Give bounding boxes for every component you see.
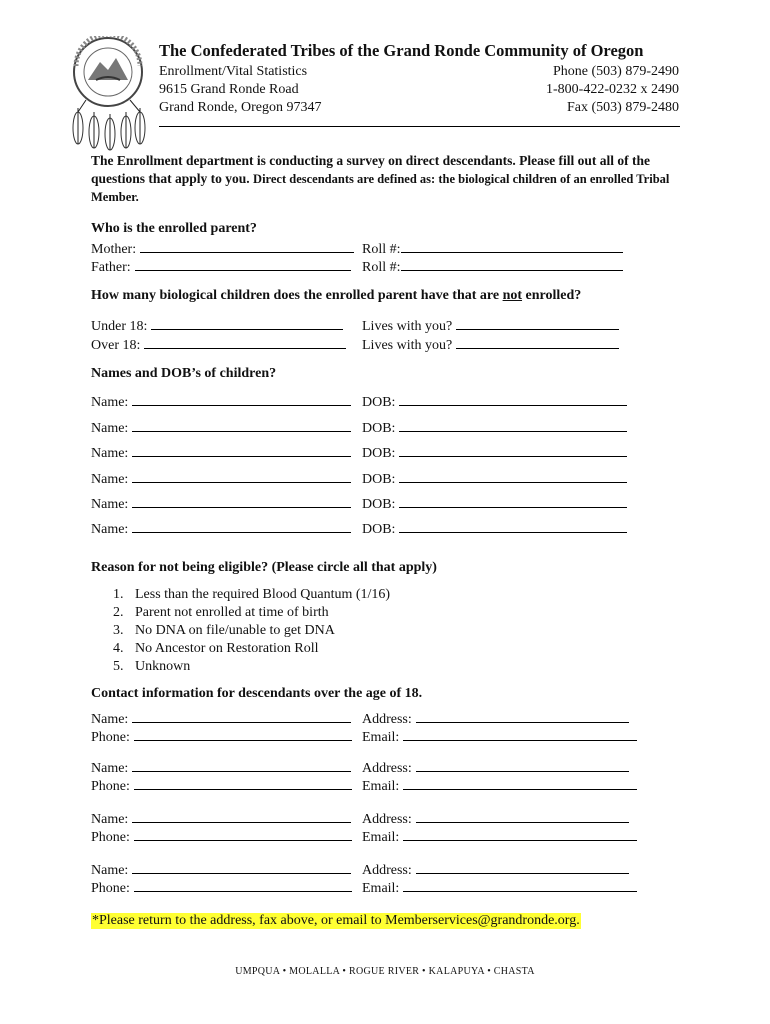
reasons-question: Reason for not being eligible? (Please circle all that apply): [91, 560, 437, 575]
intro-paragraph: [91, 152, 691, 206]
mother-field[interactable]: [140, 240, 354, 253]
reason-number: 5.: [113, 659, 124, 674]
phone-label: Phone:: [91, 779, 130, 794]
contact-email-field[interactable]: [403, 828, 637, 841]
over-18-field[interactable]: [144, 336, 346, 349]
names-dob-question: Names and DOB’s of children?: [91, 366, 277, 381]
address-label: Address:: [362, 812, 412, 827]
reason-number: 3.: [113, 623, 124, 638]
phone-line: Phone (503) 879-2490: [553, 64, 679, 79]
intro-definition-text: Direct descendants are defined as: the biological children of an enrolled Tribal Member.: [91, 172, 670, 204]
contact-address-field[interactable]: [416, 759, 629, 772]
parent-question: Who is the enrolled parent?: [91, 221, 257, 236]
email-label: Email:: [362, 881, 400, 896]
contact-phone-row: [91, 728, 352, 746]
intro-main-text: The Enrollment department is conducting a survey on direct descendants. Please fill out all of the questions that apply to you.: [91, 153, 650, 186]
address-line: Grand Ronde, Oregon 97347: [159, 100, 322, 115]
child-dob-row: [362, 520, 627, 538]
contact-name-field[interactable]: [132, 861, 351, 874]
name-label: Name:: [91, 472, 129, 487]
address-label: Address:: [362, 712, 412, 727]
child-name-field[interactable]: [132, 495, 351, 508]
child-name-row: [91, 419, 351, 437]
child-dob-field[interactable]: [399, 470, 627, 483]
contact-phone-field[interactable]: [134, 777, 352, 790]
address-block: [159, 63, 322, 117]
contact-question: Contact information for descendants over the age of 18.: [91, 686, 423, 701]
under-18-label: Under 18:: [91, 319, 148, 334]
contact-name-field[interactable]: [132, 810, 351, 823]
contact-address-row: [362, 759, 629, 777]
reason-item[interactable]: [113, 622, 390, 640]
child-dob-row: [362, 470, 627, 488]
contact-phone-row: [91, 879, 352, 897]
contact-email-row: [362, 728, 637, 746]
name-label: Name:: [91, 446, 129, 461]
father-roll-field[interactable]: [401, 258, 623, 271]
contact-email-field[interactable]: [403, 777, 637, 790]
father-field[interactable]: [135, 258, 351, 271]
name-label: Name:: [91, 863, 129, 878]
child-name-field[interactable]: [132, 419, 351, 432]
lives-with-label: Lives with you?: [362, 319, 453, 334]
over-18-lives-row: [362, 336, 619, 354]
over-18-row: [91, 336, 346, 354]
phone-block: [546, 63, 679, 117]
over-18-label: Over 18:: [91, 338, 141, 353]
child-dob-row: [362, 495, 627, 513]
contact-phone-field[interactable]: [134, 828, 352, 841]
dob-label: DOB:: [362, 395, 396, 410]
name-label: Name:: [91, 421, 129, 436]
email-label: Email:: [362, 779, 400, 794]
phone-label: Phone:: [91, 830, 130, 845]
reason-text: Parent not enrolled at time of birth: [135, 605, 329, 620]
contact-name-field[interactable]: [132, 710, 351, 723]
return-instructions: *Please return to the address, fax above, or email to Memberservices@grandronde.org.: [92, 913, 580, 928]
father-row: [91, 258, 351, 276]
contact-address-field[interactable]: [416, 810, 629, 823]
child-name-row: [91, 520, 351, 538]
name-label: Name:: [91, 712, 129, 727]
contact-email-field[interactable]: [403, 728, 637, 741]
reason-text: No Ancestor on Restoration Roll: [135, 641, 319, 656]
contact-address-row: [362, 861, 629, 879]
contact-email-field[interactable]: [403, 879, 637, 892]
reason-text: Less than the required Blood Quantum (1/16): [135, 587, 391, 602]
children-count-question: [91, 288, 581, 304]
contact-phone-field[interactable]: [134, 879, 352, 892]
dob-label: DOB:: [362, 421, 396, 436]
contact-email-row: [362, 879, 637, 897]
email-label: Email:: [362, 830, 400, 845]
tribes-footer: UMPQUA • MOLALLA • ROGUE RIVER • KALAPUYA • CHASTA: [235, 966, 535, 977]
address-label: Address:: [362, 761, 412, 776]
child-name-row: [91, 495, 351, 513]
contact-name-row: [91, 710, 351, 728]
reason-number: 1.: [113, 587, 124, 602]
under-18-field[interactable]: [151, 317, 343, 330]
contact-phone-row: [91, 777, 352, 795]
over-18-lives-field[interactable]: [456, 336, 619, 349]
child-dob-field[interactable]: [399, 495, 627, 508]
tribal-seal-logo: [66, 36, 150, 154]
child-name-field[interactable]: [132, 470, 351, 483]
reasons-list: [113, 586, 390, 676]
phone-line: Fax (503) 879-2480: [567, 100, 679, 115]
name-label: Name:: [91, 497, 129, 512]
phone-label: Phone:: [91, 881, 130, 896]
name-label: Name:: [91, 812, 129, 827]
contact-email-row: [362, 828, 637, 846]
contact-address-row: [362, 710, 629, 728]
child-dob-field[interactable]: [399, 393, 627, 406]
child-dob-field[interactable]: [399, 444, 627, 457]
child-name-row: [91, 393, 351, 411]
question-text: How many biological children does the enrolled parent have that are: [91, 288, 503, 303]
contact-address-field[interactable]: [416, 710, 629, 723]
contact-name-row: [91, 759, 351, 777]
child-dob-row: [362, 393, 627, 411]
name-label: Name:: [91, 395, 129, 410]
child-dob-field[interactable]: [399, 419, 627, 432]
under-18-lives-field[interactable]: [456, 317, 619, 330]
email-label: Email:: [362, 730, 400, 745]
reason-item[interactable]: [113, 640, 390, 658]
name-label: Name:: [91, 522, 129, 537]
reason-number: 2.: [113, 605, 124, 620]
child-name-row: [91, 470, 351, 488]
dob-label: DOB:: [362, 497, 396, 512]
child-name-row: [91, 444, 351, 462]
phone-line: 1-800-422-0232 x 2490: [546, 82, 679, 97]
contact-address-row: [362, 810, 629, 828]
contact-phone-field[interactable]: [134, 728, 352, 741]
address-line: 9615 Grand Ronde Road: [159, 82, 299, 97]
mother-row: [91, 240, 354, 258]
under-18-lives-row: [362, 317, 619, 335]
dob-label: DOB:: [362, 522, 396, 537]
roll-label: Roll #:: [362, 242, 401, 257]
contact-name-row: [91, 861, 351, 879]
child-dob-row: [362, 444, 627, 462]
reason-item[interactable]: [113, 658, 390, 676]
contact-name-row: [91, 810, 351, 828]
father-roll-row: [362, 258, 623, 276]
child-name-field[interactable]: [132, 444, 351, 457]
address-label: Address:: [362, 863, 412, 878]
question-emphasis: not: [502, 288, 523, 303]
roll-label: Roll #:: [362, 260, 401, 275]
father-label: Father:: [91, 260, 131, 275]
lives-with-label: Lives with you?: [362, 338, 453, 353]
child-name-field[interactable]: [132, 520, 351, 533]
reason-text: No DNA on file/unable to get DNA: [135, 623, 335, 638]
mother-roll-field[interactable]: [401, 240, 623, 253]
child-dob-field[interactable]: [399, 520, 627, 533]
address-line: Enrollment/Vital Statistics: [159, 64, 308, 79]
under-18-row: [91, 317, 343, 335]
mother-label: Mother:: [91, 242, 137, 257]
contact-name-field[interactable]: [132, 759, 351, 772]
name-label: Name:: [91, 761, 129, 776]
child-dob-row: [362, 419, 627, 437]
header-divider: [159, 126, 680, 127]
child-name-field[interactable]: [132, 393, 351, 406]
contact-email-row: [362, 777, 637, 795]
question-text: enrolled?: [522, 288, 582, 303]
phone-label: Phone:: [91, 730, 130, 745]
organization-title: The Confederated Tribes of the Grand Ronde Community of Oregon: [159, 41, 644, 60]
contact-address-field[interactable]: [416, 861, 629, 874]
contact-phone-row: [91, 828, 352, 846]
mother-roll-row: [362, 240, 623, 258]
reason-text: Unknown: [135, 659, 191, 674]
reason-item[interactable]: [113, 604, 390, 622]
dob-label: DOB:: [362, 472, 396, 487]
reason-number: 4.: [113, 641, 124, 656]
dob-label: DOB:: [362, 446, 396, 461]
reason-item[interactable]: [113, 586, 390, 604]
